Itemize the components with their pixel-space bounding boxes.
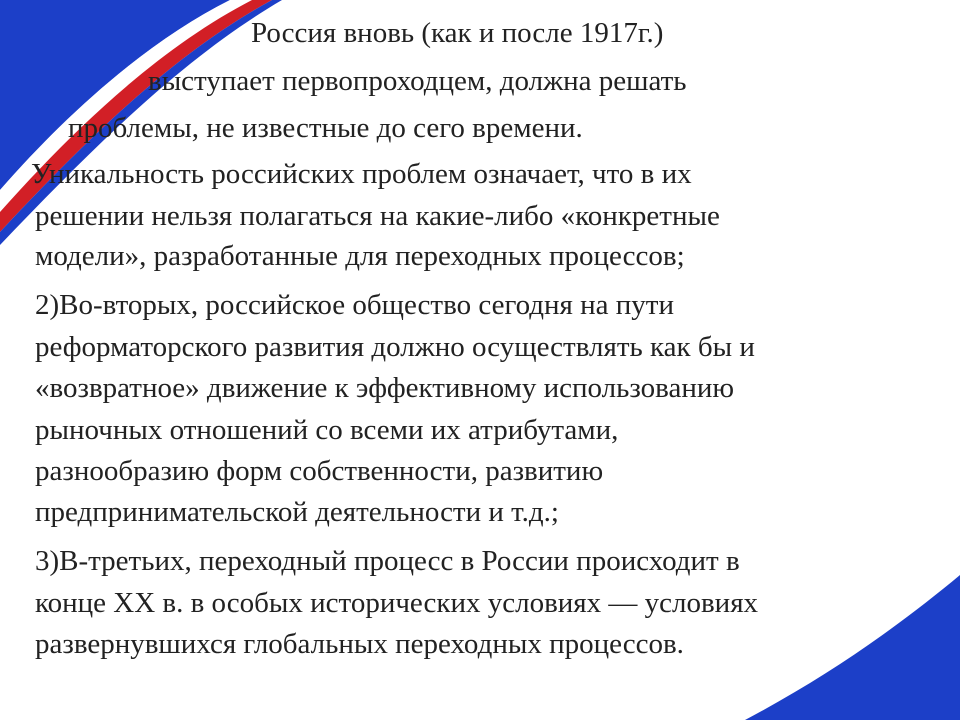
paragraph-2-line-2: реформаторского развития должно осуществлять как бы и <box>35 331 755 363</box>
intro-line-1: Россия вновь (как и после 1917г.) <box>251 17 664 49</box>
paragraph-2-line-5: разнообразию форм собственности, развитию <box>35 455 604 487</box>
paragraph-1-line-1: Уникальность российских проблем означает, что в их <box>31 158 692 190</box>
paragraph-2-line-4: рыночных отношений со всеми их атрибутами, <box>35 414 619 446</box>
bottom-right-blue-band <box>745 575 960 720</box>
paragraph-2-line-3: «возвратное» движение к эффективному использованию <box>35 372 735 404</box>
paragraph-1-line-2: решении нельзя полагаться на какие-либо «конкретные <box>35 200 720 232</box>
intro-line-2: выступает первопроходцем, должна решать <box>148 65 687 97</box>
paragraph-2-line-1: 2)Во-вторых, российское общество сегодня на пути <box>35 289 674 321</box>
paragraph-2-line-6: предпринимательской деятельности и т.д.; <box>35 496 559 528</box>
intro-line-3: проблемы, не известные до сего времени. <box>68 112 583 144</box>
paragraph-3-line-1: 3)В-третьих, переходный процесс в России происходит в <box>35 545 740 577</box>
paragraph-3-line-3: развернувшихся глобальных переходных процессов. <box>35 628 684 660</box>
paragraph-1-line-3: модели», разработанные для переходных процессов; <box>35 240 685 272</box>
paragraph-3-line-2: конце XX в. в особых исторических условиях — условиях <box>35 587 759 619</box>
